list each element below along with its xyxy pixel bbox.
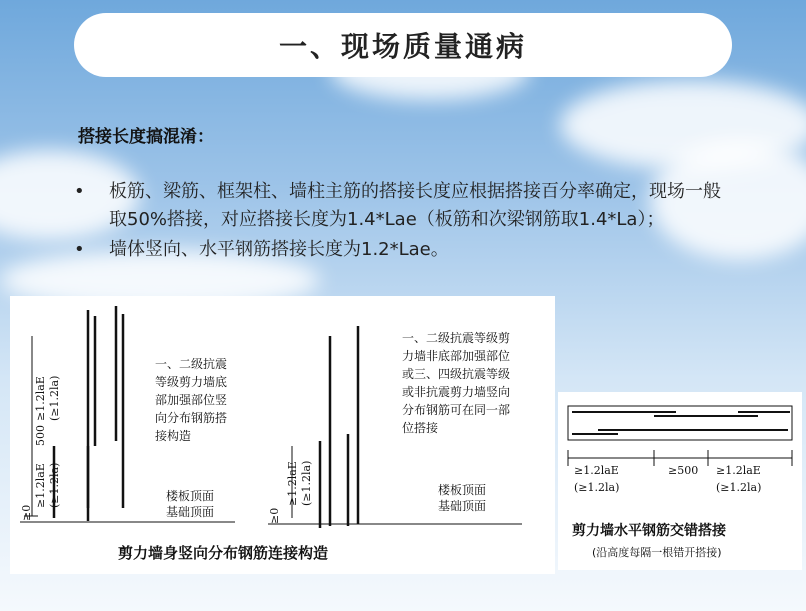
diagram-1-note-line: 向分布钢筋搭 (155, 411, 228, 425)
dim-la: (≥1.2la) (48, 375, 61, 421)
dim-lae: ≥1.2laE (286, 461, 299, 506)
foundation-top-label: 基础顶面 (438, 499, 487, 513)
diagram-2-note-line: 或非抗震剪力墙竖向 (402, 385, 511, 399)
dim-left-lae: ≥1.2laE (574, 464, 619, 477)
horizontal-rebar-figure-panel (558, 392, 802, 570)
bullet-dot: • (74, 239, 85, 260)
bullet-list (74, 178, 724, 266)
diagram-2-note-line: 分布钢筋可在同一部 (402, 403, 511, 417)
horizontal-rebar-diagram (558, 392, 802, 502)
dim-la: (≥1.2la) (300, 460, 313, 506)
diagram-2-note-line: 位搭接 (402, 421, 439, 435)
dim-left-la: (≥1.2la) (574, 481, 620, 494)
bullet-item (74, 178, 724, 234)
diagram-1-note-line: 部加强部位竖 (155, 393, 228, 407)
floor-top-label: 楼板顶面 (166, 489, 215, 503)
section-subtitle: 搭接长度搞混淆： (78, 127, 214, 147)
diagram-1-note-line: 等级剪力墙底 (155, 375, 228, 389)
vertical-rebar-figure-panel (10, 296, 555, 574)
dim-lae: ≥1.2laE (34, 376, 47, 421)
diagram-1-rebars (54, 306, 123, 521)
right-figure-caption: 剪力墙水平钢筋交错搭接 (572, 523, 726, 539)
diagram-1-note-line: 一、二级抗震 (155, 357, 228, 371)
bullet-text: 墙体竖向、水平钢筋搭接长度为1.2*Lae。 (109, 239, 449, 260)
wall-section (568, 406, 792, 440)
foundation-top-label: 基础顶面 (166, 505, 215, 519)
right-figure-subcaption: (沿高度每隔一根错开搭接) (592, 546, 722, 559)
dim-zero: ≥0 (268, 507, 281, 524)
diagram-2-note-line: 一、二级抗震等级剪 (402, 331, 511, 345)
dim-zero: ≥0 (20, 504, 33, 521)
bullet-item (74, 236, 724, 264)
bullet-text: 板筋、梁筋、框架柱、墙柱主筋的搭接长度应根据搭接百分率确定，现场一般取50%搭接，对应搭接长度为1.4*Lae（板筋和次梁钢筋取1.4*La）； (109, 181, 721, 230)
diagram-2-note-line: 或三、四级抗震等级 (402, 367, 511, 381)
diagram-2-note-line: 力墙非底部加强部位 (402, 349, 511, 363)
dim-la: (≥1.2la) (48, 462, 61, 508)
dim-right-la: (≥1.2la) (716, 481, 762, 494)
dim-lae: ≥1.2laE (34, 463, 47, 508)
diagram-2-rebars (320, 326, 358, 528)
dim-500: 500 (34, 425, 47, 446)
diagram-1-note-line: 接构造 (155, 429, 192, 443)
floor-top-label: 楼板顶面 (438, 483, 487, 497)
dim-right-lae: ≥1.2laE (716, 464, 761, 477)
bullet-dot: • (74, 181, 85, 202)
slide-title: 一、现场质量通病 (74, 13, 732, 77)
dim-middle-500: ≥500 (668, 464, 699, 477)
left-figure-caption: 剪力墙身竖向分布钢筋连接构造 (118, 544, 329, 562)
vertical-rebar-diagram (10, 296, 555, 574)
